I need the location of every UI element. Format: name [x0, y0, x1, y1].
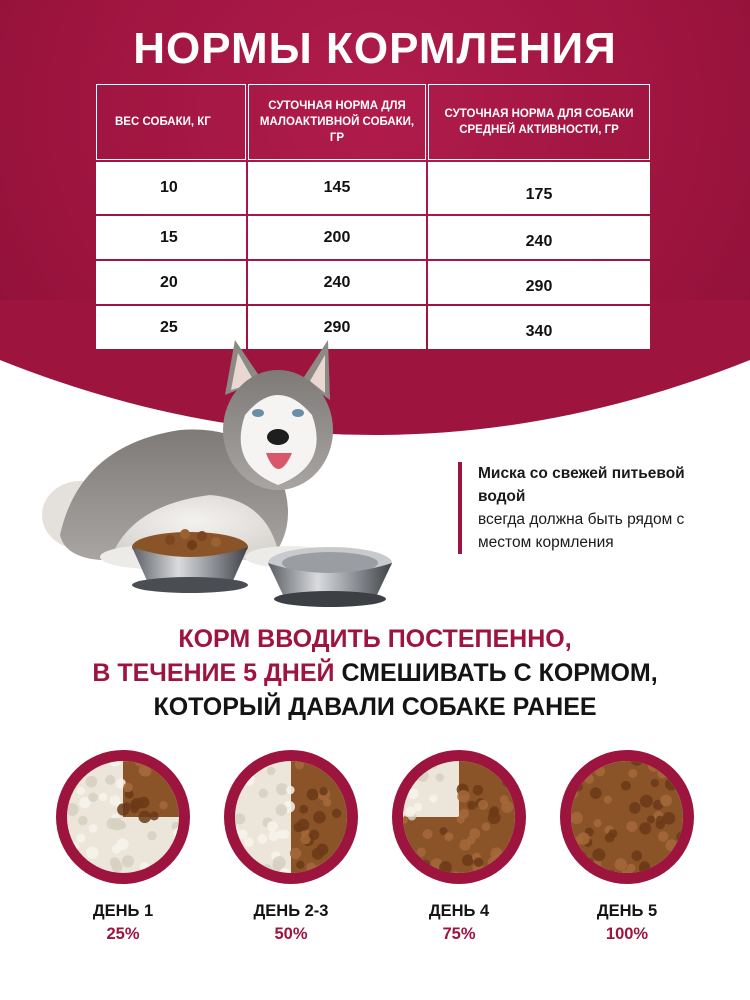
stage-day-4 [382, 750, 536, 944]
stage-day-label: ДЕНЬ 4 [428, 902, 490, 920]
feeding-table [96, 84, 652, 351]
headline-line-2-rest: СМЕШИВАТЬ С КОРМОМ, [334, 659, 658, 687]
table-cell-weight: 20 [96, 261, 246, 304]
table-header-low-activity: СУТОЧНАЯ НОРМА ДЛЯ МАЛОАКТИВНОЙ СОБАКИ, ГР [248, 84, 426, 160]
note-regular-text: всегда должна быть рядом с местом кормления [478, 511, 685, 551]
stage-day-label: ДЕНЬ 2-3 [253, 902, 329, 920]
stage-day-2-3 [214, 750, 368, 944]
stage-day-label: ДЕНЬ 1 [92, 902, 154, 920]
transition-headline [0, 622, 750, 724]
stage-day-1 [46, 750, 200, 944]
table-cell-medium: 240 [428, 216, 650, 259]
food-mix-circle [224, 750, 358, 884]
table-cell-low: 200 [248, 216, 426, 259]
transition-stages [46, 750, 706, 1000]
page-title: НОРМЫ КОРМЛЕНИЯ [133, 24, 617, 73]
husky-illustration [40, 335, 400, 615]
stage-day-5 [550, 750, 704, 944]
water-bowl-note [458, 462, 688, 554]
table-cell-low: 240 [248, 261, 426, 304]
headline-line-1: КОРМ ВВОДИТЬ ПОСТЕПЕННО, [178, 625, 572, 653]
table-header-medium-activity: СУТОЧНАЯ НОРМА ДЛЯ СОБАКИ СРЕДНЕЙ АКТИВНОСТИ, ГР [428, 84, 650, 160]
table-cell-low: 290 [248, 306, 426, 349]
table-cell-medium: 290 [428, 261, 650, 304]
headline-line-2-highlight: В ТЕЧЕНИЕ 5 ДНЕЙ [92, 659, 335, 687]
note-bold-text: Миска со свежей питьевой водой [478, 465, 685, 505]
stage-percent: 50% [274, 925, 308, 943]
table-header-weight: ВЕС СОБАКИ, КГ [96, 84, 246, 160]
table-cell-weight: 15 [96, 216, 246, 259]
stage-percent: 100% [605, 925, 649, 943]
stage-percent: 25% [106, 925, 140, 943]
food-mix-circle [560, 750, 694, 884]
table-cell-low: 145 [248, 162, 426, 214]
headline-line-3: КОТОРЫЙ ДАВАЛИ СОБАКЕ РАНЕЕ [153, 693, 597, 721]
stage-percent: 75% [442, 925, 476, 943]
stage-day-label: ДЕНЬ 5 [596, 902, 658, 920]
table-cell-weight: 10 [96, 162, 246, 214]
table-cell-weight: 25 [96, 306, 246, 349]
food-mix-circle [56, 750, 190, 884]
food-mix-circle [392, 750, 526, 884]
table-cell-medium: 340 [428, 306, 650, 349]
table-cell-medium: 175 [428, 162, 650, 214]
